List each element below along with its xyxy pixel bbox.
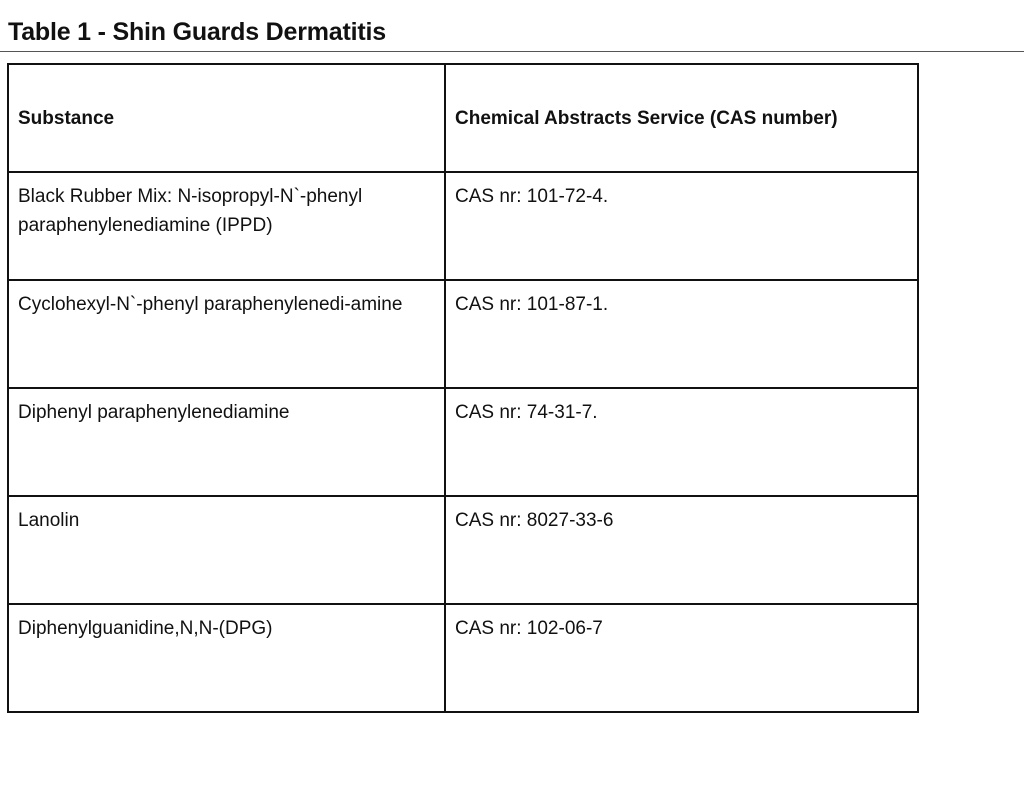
cell-cas-number: CAS nr: 101-72-4. (445, 172, 918, 280)
cell-cas-number: CAS nr: 101-87-1. (445, 280, 918, 388)
table-title: Table 1 - Shin Guards Dermatitis (8, 18, 386, 46)
substances-table (7, 63, 919, 713)
table-row (8, 172, 918, 280)
header-cas-number: Chemical Abstracts Service (CAS number) (445, 64, 918, 172)
cell-cas-number: CAS nr: 8027-33-6 (445, 496, 918, 604)
table-header (8, 64, 918, 172)
header-substance: Substance (8, 64, 445, 172)
table-header-row (8, 64, 918, 172)
table-body (8, 172, 918, 712)
table-row (8, 496, 918, 604)
table-row (8, 280, 918, 388)
title-divider (0, 51, 1024, 52)
cell-substance: Diphenylguanidine,N,N-(DPG) (8, 604, 445, 712)
cell-cas-number: CAS nr: 74-31-7. (445, 388, 918, 496)
cell-substance: Black Rubber Mix: N-isopropyl-N`-phenyl paraphenylenediamine (IPPD) (8, 172, 445, 280)
cell-substance: Cyclohexyl-N`-phenyl paraphenylenedi-amine (8, 280, 445, 388)
table-row (8, 604, 918, 712)
cell-substance: Lanolin (8, 496, 445, 604)
table-row (8, 388, 918, 496)
cell-cas-number: CAS nr: 102-06-7 (445, 604, 918, 712)
cell-substance: Diphenyl paraphenylenediamine (8, 388, 445, 496)
